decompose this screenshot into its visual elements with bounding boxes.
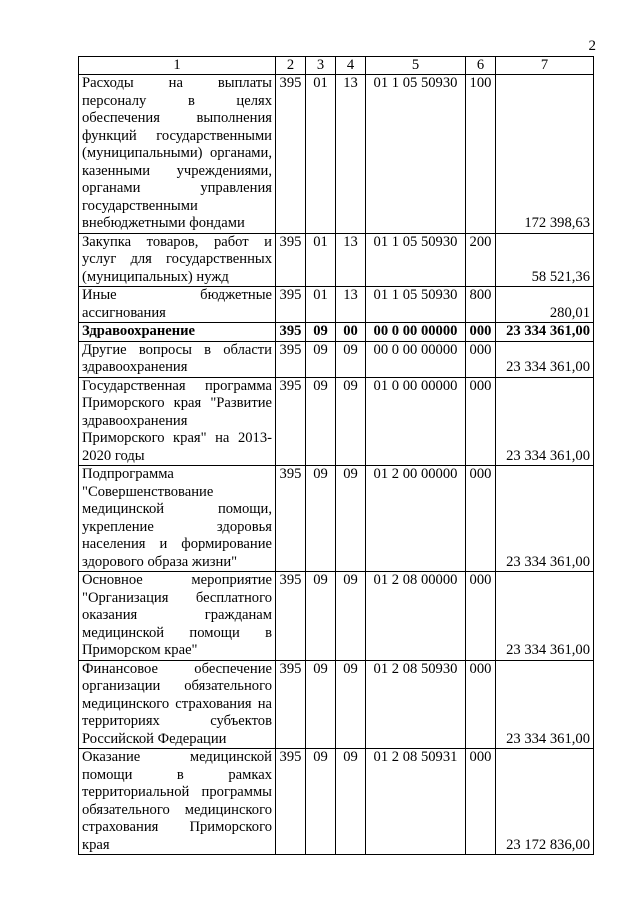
row-col-5: 00 0 00 00000: [366, 323, 466, 342]
table-row: [79, 287, 594, 323]
header-col-3: 3: [306, 57, 336, 75]
row-amount: 280,01: [496, 287, 594, 323]
header-col-5: 5: [366, 57, 466, 75]
row-amount: 23 334 361,00: [496, 572, 594, 661]
table-row: [79, 749, 594, 855]
table-row-section-total: [79, 323, 594, 342]
row-amount: 23 334 361,00: [496, 323, 594, 342]
row-col-6: 100: [466, 75, 496, 234]
row-col-2: 395: [276, 660, 306, 749]
table-row: [79, 660, 594, 749]
row-col-5: 01 2 08 50930: [366, 660, 466, 749]
row-amount: 58 521,36: [496, 233, 594, 287]
header-col-7: 7: [496, 57, 594, 75]
row-col-4: 09: [336, 341, 366, 377]
row-description: Закупка товаров, работ и услуг для государственных (муниципальных) нужд: [79, 233, 276, 287]
row-col-6: 000: [466, 341, 496, 377]
row-col-5: 00 0 00 00000: [366, 341, 466, 377]
row-col-6: 000: [466, 749, 496, 855]
row-amount: 23 334 361,00: [496, 377, 594, 466]
row-amount: 23 172 836,00: [496, 749, 594, 855]
row-col-6: 000: [466, 660, 496, 749]
row-col-6: 200: [466, 233, 496, 287]
row-col-4: 09: [336, 660, 366, 749]
row-col-3: 09: [306, 660, 336, 749]
row-col-3: 09: [306, 572, 336, 661]
row-col-6: 800: [466, 287, 496, 323]
row-description: Финансовое обеспечение организации обязательного медицинского страхования на территориях субъектов Российской Федерации: [79, 660, 276, 749]
table-row: [79, 341, 594, 377]
row-col-4: 13: [336, 233, 366, 287]
row-description: Оказание медицинской помощи в рамках территориальной программы обязательного медицинского страхования Приморского края: [79, 749, 276, 855]
budget-table: [78, 56, 594, 855]
row-col-2: 395: [276, 323, 306, 342]
row-col-3: 09: [306, 377, 336, 466]
header-col-1: 1: [79, 57, 276, 75]
header-col-2: 2: [276, 57, 306, 75]
row-amount: 23 334 361,00: [496, 341, 594, 377]
row-col-3: 01: [306, 75, 336, 234]
row-col-2: 395: [276, 75, 306, 234]
row-col-3: 09: [306, 341, 336, 377]
row-col-6: 000: [466, 377, 496, 466]
row-col-4: 09: [336, 377, 366, 466]
row-description: Расходы на выплаты персоналу в целях обеспечения выполнения функций государственными (муниципальными) органами, казенными учреждениями, органами управления государственными внебюджетными фондами: [79, 75, 276, 234]
row-col-2: 395: [276, 572, 306, 661]
header-col-4: 4: [336, 57, 366, 75]
row-col-2: 395: [276, 377, 306, 466]
row-col-5: 01 2 08 00000: [366, 572, 466, 661]
row-col-4: 09: [336, 466, 366, 572]
row-col-5: 01 1 05 50930: [366, 287, 466, 323]
row-col-3: 01: [306, 233, 336, 287]
row-col-4: 13: [336, 287, 366, 323]
row-amount: 23 334 361,00: [496, 466, 594, 572]
row-col-3: 09: [306, 323, 336, 342]
row-col-4: 09: [336, 572, 366, 661]
row-col-3: 09: [306, 749, 336, 855]
row-col-2: 395: [276, 287, 306, 323]
row-col-2: 395: [276, 233, 306, 287]
page-number: 2: [588, 38, 596, 54]
row-col-3: 01: [306, 287, 336, 323]
row-col-3: 09: [306, 466, 336, 572]
row-description: Другие вопросы в области здравоохранения: [79, 341, 276, 377]
row-col-5: 01 0 00 00000: [366, 377, 466, 466]
row-description: Государственная программа Приморского края "Развитие здравоохранения Приморского края" на 2013-2020 годы: [79, 377, 276, 466]
table-row: [79, 377, 594, 466]
row-col-5: 01 2 00 00000: [366, 466, 466, 572]
table-row: [79, 572, 594, 661]
row-description: Иные бюджетные ассигнования: [79, 287, 276, 323]
row-col-6: 000: [466, 323, 496, 342]
row-description: Основное мероприятие "Организация бесплатного оказания гражданам медицинской помощи в Приморском крае": [79, 572, 276, 661]
row-description: Здравоохранение: [79, 323, 276, 342]
row-description: Подпрограмма "Совершенствование медицинской помощи, укрепление здоровья населения и формирование здорового образа жизни": [79, 466, 276, 572]
table-row: [79, 75, 594, 234]
row-col-6: 000: [466, 572, 496, 661]
header-col-6: 6: [466, 57, 496, 75]
row-col-2: 395: [276, 341, 306, 377]
row-col-4: 00: [336, 323, 366, 342]
row-col-4: 09: [336, 749, 366, 855]
row-col-2: 395: [276, 749, 306, 855]
table-row: [79, 466, 594, 572]
row-col-5: 01 1 05 50930: [366, 75, 466, 234]
row-col-4: 13: [336, 75, 366, 234]
table-header-row: [79, 57, 594, 75]
row-col-6: 000: [466, 466, 496, 572]
table-row: [79, 233, 594, 287]
row-col-5: 01 2 08 50931: [366, 749, 466, 855]
row-col-2: 395: [276, 466, 306, 572]
row-amount: 172 398,63: [496, 75, 594, 234]
row-col-5: 01 1 05 50930: [366, 233, 466, 287]
row-amount: 23 334 361,00: [496, 660, 594, 749]
